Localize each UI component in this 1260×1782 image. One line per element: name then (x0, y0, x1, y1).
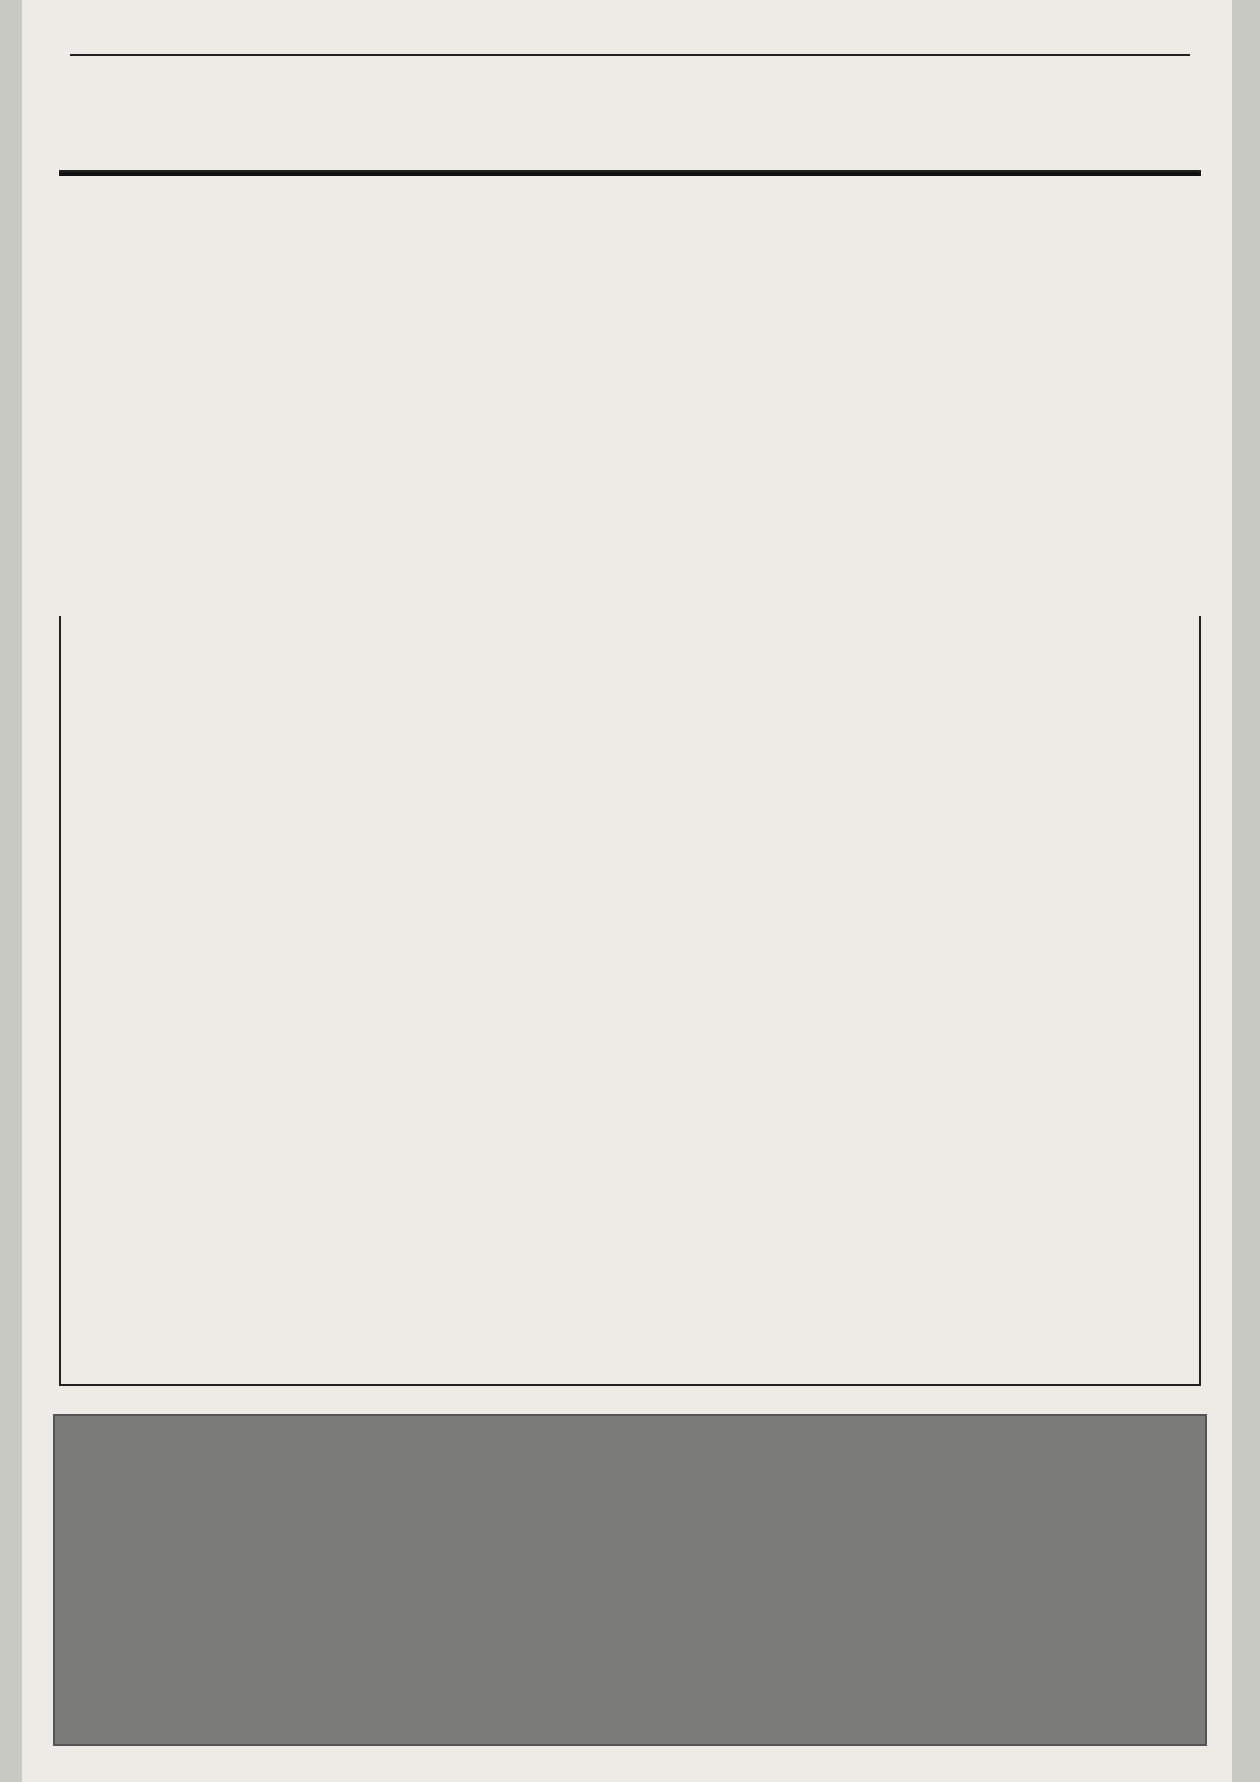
chrenovice-banner (53, 1414, 1207, 1746)
calendar-highlights (741, 646, 1181, 678)
late-schedule-section (59, 616, 1201, 1386)
header-rule (70, 54, 1190, 56)
spring-schedule-table (59, 170, 1201, 176)
magazine-page (22, 0, 1232, 1782)
